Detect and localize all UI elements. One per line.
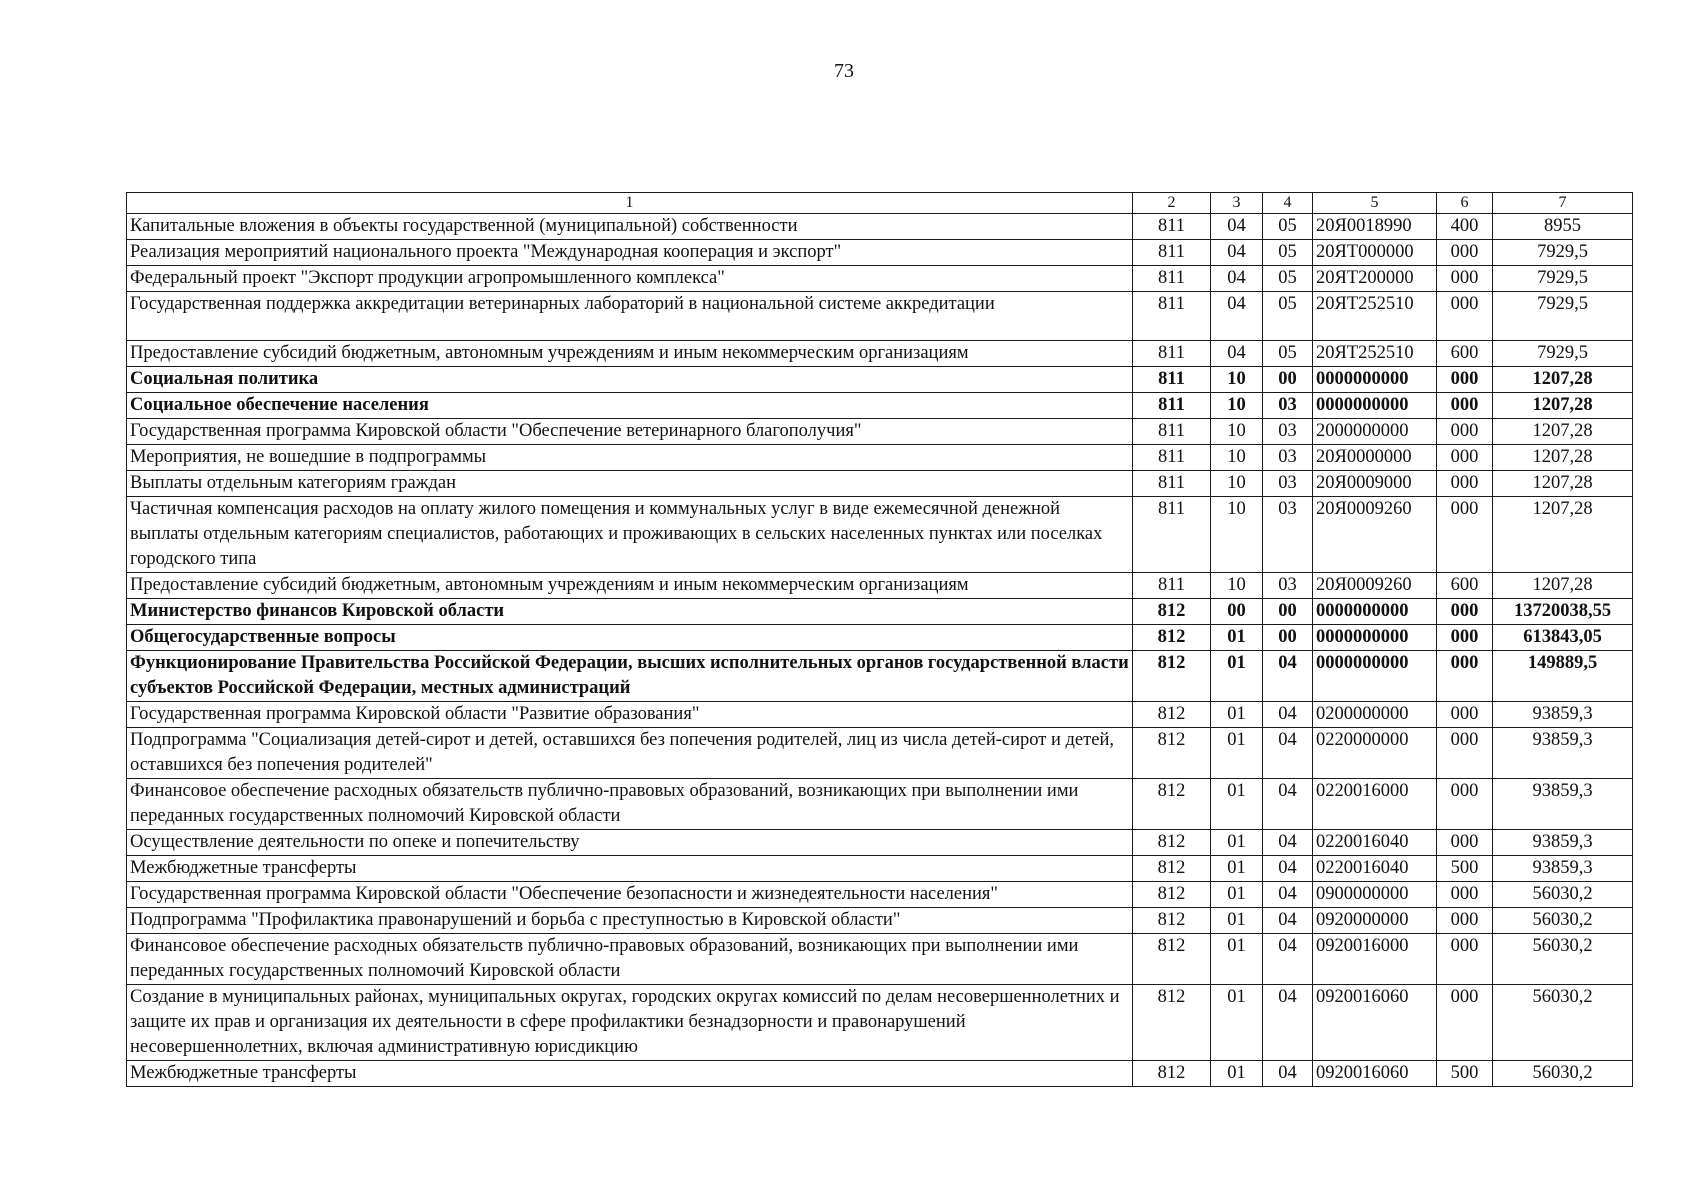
row-name-cell: Подпрограмма "Профилактика правонарушений и борьба с преступностью в Кировской области" [127,908,1133,934]
row-name-cell: Мероприятия, не вошедшие в подпрограммы [127,445,1133,471]
header-cell: 3 [1211,193,1263,214]
table-row [127,419,1633,445]
ministry-code-cell: 812 [1133,856,1211,882]
ministry-code-cell: 811 [1133,292,1211,341]
target-article-code-cell: 0220016040 [1313,856,1437,882]
ministry-code-cell: 811 [1133,214,1211,240]
ministry-code-cell: 812 [1133,908,1211,934]
table-row [127,830,1633,856]
target-article-code-cell: 0220016040 [1313,830,1437,856]
page-number: 73 [834,60,854,82]
amount-cell: 7929,5 [1493,240,1633,266]
section-code-cell: 10 [1211,573,1263,599]
ministry-code-cell: 811 [1133,445,1211,471]
amount-cell: 613843,05 [1493,625,1633,651]
amount-cell: 1207,28 [1493,393,1633,419]
expense-type-code-cell: 000 [1437,471,1493,497]
subsection-code-cell: 04 [1263,985,1313,1061]
ministry-code-cell: 812 [1133,702,1211,728]
subsection-code-cell: 04 [1263,856,1313,882]
row-name-cell: Предоставление субсидий бюджетным, автономным учреждениям и иным некоммерческим организациям [127,573,1133,599]
expense-type-code-cell: 000 [1437,651,1493,702]
section-code-cell: 01 [1211,882,1263,908]
subsection-code-cell: 05 [1263,214,1313,240]
target-article-code-cell: 0000000000 [1313,625,1437,651]
table-row [127,908,1633,934]
section-code-cell: 01 [1211,908,1263,934]
ministry-code-cell: 812 [1133,830,1211,856]
target-article-code-cell: 20ЯТ252510 [1313,292,1437,341]
expense-type-code-cell: 000 [1437,497,1493,573]
ministry-code-cell: 811 [1133,497,1211,573]
row-name-cell: Государственная программа Кировской области "Обеспечение безопасности и жизнедеятельности населения" [127,882,1133,908]
subsection-code-cell: 05 [1263,240,1313,266]
row-name-cell: Капитальные вложения в объекты государственной (муниципальной) собственности [127,214,1133,240]
expense-type-code-cell: 500 [1437,1061,1493,1087]
subsection-code-cell: 05 [1263,341,1313,367]
section-code-cell: 10 [1211,497,1263,573]
subsection-code-cell: 03 [1263,393,1313,419]
section-code-cell: 10 [1211,445,1263,471]
row-name-cell: Создание в муниципальных районах, муниципальных округах, городских округах комиссий по делам несовершеннолетних и защите их прав и организация их деятельности в сфере профилактики безнадзорности и правонарушений несовершеннолетних, включая административную юрисдикцию [127,985,1133,1061]
ministry-code-cell: 811 [1133,419,1211,445]
table-row [127,445,1633,471]
section-code-cell: 00 [1211,599,1263,625]
target-article-code-cell: 0000000000 [1313,651,1437,702]
row-name-cell: Министерство финансов Кировской области [127,599,1133,625]
amount-cell: 93859,3 [1493,830,1633,856]
section-code-cell: 01 [1211,856,1263,882]
amount-cell: 7929,5 [1493,341,1633,367]
expense-type-code-cell: 000 [1437,934,1493,985]
subsection-code-cell: 03 [1263,445,1313,471]
row-name-cell: Государственная программа Кировской области "Обеспечение ветеринарного благополучия" [127,419,1133,445]
table-row [127,599,1633,625]
table-row [127,367,1633,393]
ministry-code-cell: 812 [1133,651,1211,702]
row-name-cell: Социальная политика [127,367,1133,393]
section-code-cell: 01 [1211,728,1263,779]
ministry-code-cell: 812 [1133,728,1211,779]
expense-type-code-cell: 000 [1437,908,1493,934]
header-cell: 1 [127,193,1133,214]
row-name-cell: Осуществление деятельности по опеке и попечительству [127,830,1133,856]
target-article-code-cell: 0920016060 [1313,1061,1437,1087]
target-article-code-cell: 20Я0018990 [1313,214,1437,240]
section-code-cell: 10 [1211,367,1263,393]
amount-cell: 93859,3 [1493,779,1633,830]
subsection-code-cell: 04 [1263,779,1313,830]
amount-cell: 7929,5 [1493,292,1633,341]
section-code-cell: 01 [1211,702,1263,728]
subsection-code-cell: 00 [1263,599,1313,625]
target-article-code-cell: 0920000000 [1313,908,1437,934]
expense-type-code-cell: 000 [1437,292,1493,341]
ministry-code-cell: 812 [1133,1061,1211,1087]
section-code-cell: 01 [1211,651,1263,702]
subsection-code-cell: 03 [1263,573,1313,599]
ministry-code-cell: 812 [1133,882,1211,908]
expense-type-code-cell: 000 [1437,882,1493,908]
ministry-code-cell: 812 [1133,625,1211,651]
expense-type-code-cell: 500 [1437,856,1493,882]
expense-type-code-cell: 000 [1437,599,1493,625]
table-row [127,856,1633,882]
target-article-code-cell: 20Я0009000 [1313,471,1437,497]
amount-cell: 1207,28 [1493,367,1633,393]
row-name-cell: Межбюджетные трансферты [127,856,1133,882]
ministry-code-cell: 811 [1133,367,1211,393]
expense-type-code-cell: 000 [1437,779,1493,830]
ministry-code-cell: 812 [1133,934,1211,985]
table-row [127,1061,1633,1087]
target-article-code-cell: 0900000000 [1313,882,1437,908]
target-article-code-cell: 0220016000 [1313,779,1437,830]
section-code-cell: 04 [1211,292,1263,341]
amount-cell: 56030,2 [1493,882,1633,908]
subsection-code-cell: 04 [1263,702,1313,728]
ministry-code-cell: 811 [1133,393,1211,419]
table-row [127,985,1633,1061]
amount-cell: 93859,3 [1493,728,1633,779]
section-code-cell: 04 [1211,214,1263,240]
target-article-code-cell: 20Я0009260 [1313,497,1437,573]
subsection-code-cell: 04 [1263,882,1313,908]
section-code-cell: 01 [1211,779,1263,830]
target-article-code-cell: 0920016060 [1313,985,1437,1061]
subsection-code-cell: 03 [1263,419,1313,445]
expense-type-code-cell: 000 [1437,702,1493,728]
expense-type-code-cell: 600 [1437,573,1493,599]
amount-cell: 56030,2 [1493,985,1633,1061]
expense-type-code-cell: 000 [1437,728,1493,779]
row-name-cell: Реализация мероприятий национального проекта "Международная кооперация и экспорт" [127,240,1133,266]
row-name-cell: Финансовое обеспечение расходных обязательств публично-правовых образований, возникающих при выполнении ими переданных государственных полномочий Кировской области [127,934,1133,985]
header-cell: 2 [1133,193,1211,214]
table-row [127,341,1633,367]
subsection-code-cell: 03 [1263,471,1313,497]
subsection-code-cell: 04 [1263,830,1313,856]
target-article-code-cell: 0220000000 [1313,728,1437,779]
expense-type-code-cell: 600 [1437,341,1493,367]
table-row [127,214,1633,240]
header-cell: 4 [1263,193,1313,214]
expense-type-code-cell: 400 [1437,214,1493,240]
row-name-cell: Общегосударственные вопросы [127,625,1133,651]
expense-type-code-cell: 000 [1437,266,1493,292]
table-row [127,497,1633,573]
header-cell: 5 [1313,193,1437,214]
amount-cell: 56030,2 [1493,1061,1633,1087]
ministry-code-cell: 812 [1133,779,1211,830]
target-article-code-cell: 20Я0009260 [1313,573,1437,599]
subsection-code-cell: 03 [1263,497,1313,573]
row-name-cell: Социальное обеспечение населения [127,393,1133,419]
section-code-cell: 01 [1211,985,1263,1061]
section-code-cell: 01 [1211,1061,1263,1087]
table-row [127,702,1633,728]
table-body [127,214,1633,1087]
header-cell: 6 [1437,193,1493,214]
row-name-cell: Функционирование Правительства Российской Федерации, высших исполнительных органов государственной власти субъектов Российской Федерации, местных администраций [127,651,1133,702]
subsection-code-cell: 04 [1263,1061,1313,1087]
subsection-code-cell: 04 [1263,908,1313,934]
row-name-cell: Государственная поддержка аккредитации ветеринарных лабораторий в национальной системе аккредитации [127,292,1133,341]
amount-cell: 8955 [1493,214,1633,240]
expense-type-code-cell: 000 [1437,419,1493,445]
ministry-code-cell: 811 [1133,573,1211,599]
expense-type-code-cell: 000 [1437,367,1493,393]
header-row [127,193,1633,214]
target-article-code-cell: 0000000000 [1313,599,1437,625]
row-name-cell: Межбюджетные трансферты [127,1061,1133,1087]
row-name-cell: Выплаты отдельным категориям граждан [127,471,1133,497]
amount-cell: 1207,28 [1493,471,1633,497]
section-code-cell: 04 [1211,240,1263,266]
row-name-cell: Финансовое обеспечение расходных обязательств публично-правовых образований, возникающих при выполнении ими переданных государственных полномочий Кировской области [127,779,1133,830]
target-article-code-cell: 0920016000 [1313,934,1437,985]
section-code-cell: 01 [1211,830,1263,856]
row-name-cell: Предоставление субсидий бюджетным, автономным учреждениям и иным некоммерческим организациям [127,341,1133,367]
amount-cell: 149889,5 [1493,651,1633,702]
subsection-code-cell: 05 [1263,266,1313,292]
ministry-code-cell: 812 [1133,985,1211,1061]
expense-type-code-cell: 000 [1437,445,1493,471]
target-article-code-cell: 20ЯТ000000 [1313,240,1437,266]
table-row [127,573,1633,599]
target-article-code-cell: 20ЯТ252510 [1313,341,1437,367]
target-article-code-cell: 0000000000 [1313,393,1437,419]
table-row [127,471,1633,497]
expense-type-code-cell: 000 [1437,985,1493,1061]
section-code-cell: 01 [1211,934,1263,985]
header-cell: 7 [1493,193,1633,214]
table-row [127,934,1633,985]
section-code-cell: 01 [1211,625,1263,651]
amount-cell: 56030,2 [1493,908,1633,934]
subsection-code-cell: 00 [1263,625,1313,651]
ministry-code-cell: 811 [1133,341,1211,367]
row-name-cell: Федеральный проект "Экспорт продукции агропромышленного комплекса" [127,266,1133,292]
amount-cell: 1207,28 [1493,573,1633,599]
target-article-code-cell: 2000000000 [1313,419,1437,445]
amount-cell: 1207,28 [1493,497,1633,573]
row-name-cell: Государственная программа Кировской области "Развитие образования" [127,702,1133,728]
subsection-code-cell: 05 [1263,292,1313,341]
ministry-code-cell: 812 [1133,599,1211,625]
section-code-cell: 10 [1211,393,1263,419]
row-name-cell: Частичная компенсация расходов на оплату жилого помещения и коммунальных услуг в виде ежемесячной денежной выплаты отдельным категориям специалистов, работающих и проживающих в сельских населенных пунктах или поселках городского типа [127,497,1133,573]
table-row [127,266,1633,292]
section-code-cell: 04 [1211,266,1263,292]
section-code-cell: 04 [1211,341,1263,367]
table-row [127,779,1633,830]
target-article-code-cell: 20Я0000000 [1313,445,1437,471]
table-row [127,625,1633,651]
table-row [127,651,1633,702]
table-row [127,240,1633,266]
ministry-code-cell: 811 [1133,240,1211,266]
amount-cell: 13720038,55 [1493,599,1633,625]
table-row [127,728,1633,779]
amount-cell: 93859,3 [1493,702,1633,728]
table-row [127,292,1633,341]
subsection-code-cell: 04 [1263,934,1313,985]
subsection-code-cell: 04 [1263,728,1313,779]
expense-type-code-cell: 000 [1437,393,1493,419]
expense-type-code-cell: 000 [1437,830,1493,856]
amount-cell: 56030,2 [1493,934,1633,985]
target-article-code-cell: 0200000000 [1313,702,1437,728]
budget-table [126,192,1633,1087]
subsection-code-cell: 04 [1263,651,1313,702]
table-row [127,882,1633,908]
target-article-code-cell: 20ЯТ200000 [1313,266,1437,292]
amount-cell: 1207,28 [1493,419,1633,445]
expense-type-code-cell: 000 [1437,625,1493,651]
row-name-cell: Подпрограмма "Социализация детей-сирот и детей, оставшихся без попечения родителей, лиц из числа детей-сирот и детей, оставшихся без попечения родителей" [127,728,1133,779]
amount-cell: 7929,5 [1493,266,1633,292]
section-code-cell: 10 [1211,471,1263,497]
ministry-code-cell: 811 [1133,471,1211,497]
amount-cell: 1207,28 [1493,445,1633,471]
subsection-code-cell: 00 [1263,367,1313,393]
expense-type-code-cell: 000 [1437,240,1493,266]
table-row [127,393,1633,419]
section-code-cell: 10 [1211,419,1263,445]
target-article-code-cell: 0000000000 [1313,367,1437,393]
amount-cell: 93859,3 [1493,856,1633,882]
ministry-code-cell: 811 [1133,266,1211,292]
